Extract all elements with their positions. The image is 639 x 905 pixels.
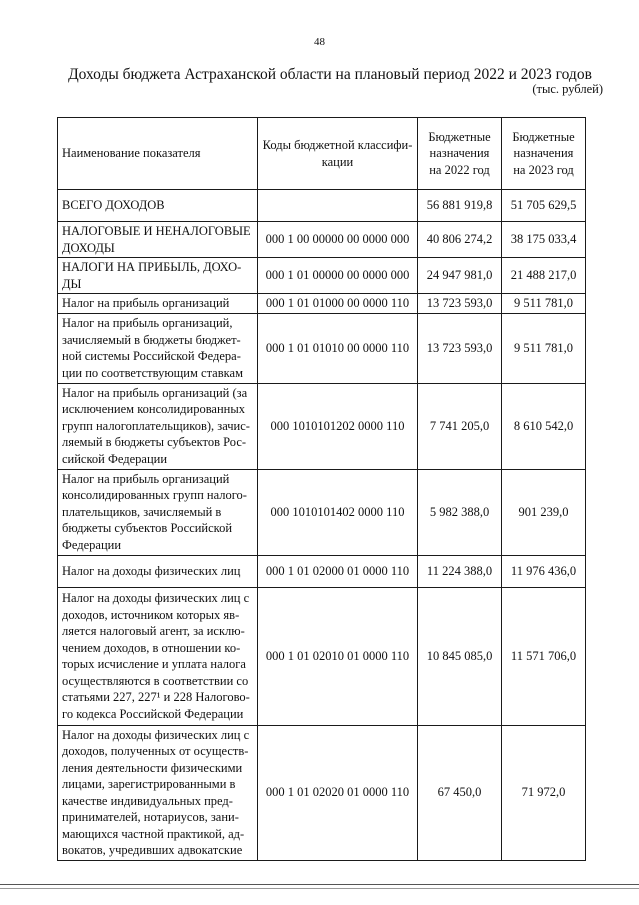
table-row xyxy=(58,725,586,860)
row-value-2023: 51 705 629,5 xyxy=(502,190,586,222)
page-title: Доходы бюджета Астраханской области на плановый период 2022 и 2023 годов xyxy=(68,66,592,83)
row-value-2023: 21 488 217,0 xyxy=(502,258,586,294)
row-value-2023: 11 571 706,0 xyxy=(502,587,586,725)
row-name: ВСЕГО ДОХОДОВ xyxy=(58,190,258,222)
row-value-2023: 901 239,0 xyxy=(502,469,586,555)
scan-edge-line xyxy=(0,888,639,889)
row-value-2023: 38 175 033,4 xyxy=(502,222,586,258)
row-value-2022: 56 881 919,8 xyxy=(418,190,502,222)
table-row xyxy=(58,190,586,222)
row-code: 000 1 01 01010 00 0000 110 xyxy=(258,313,418,383)
row-name: Налог на прибыль организаций, зачисляемый в бюджеты бюджетной системы Российской Федерации по соответствующим ставкам xyxy=(58,313,258,383)
row-code: 000 1 00 00000 00 0000 000 xyxy=(258,222,418,258)
header-name: Наименование показателя xyxy=(58,118,258,190)
table-row xyxy=(58,313,586,383)
row-code: 000 1 01 01000 00 0000 110 xyxy=(258,294,418,314)
row-value-2022: 10 845 085,0 xyxy=(418,587,502,725)
row-name: Налог на доходы физических лиц xyxy=(58,555,258,587)
row-code: 000 1 01 02020 01 0000 110 xyxy=(258,725,418,860)
row-value-2022: 24 947 981,0 xyxy=(418,258,502,294)
row-code: 000 1 01 02000 01 0000 110 xyxy=(258,555,418,587)
row-value-2022: 11 224 388,0 xyxy=(418,555,502,587)
row-name: НАЛОГИ НА ПРИБЫЛЬ, ДОХОДЫ xyxy=(58,258,258,294)
row-value-2022: 40 806 274,2 xyxy=(418,222,502,258)
table-row xyxy=(58,222,586,258)
table-row xyxy=(58,587,586,725)
row-name: Налог на прибыль организаций консолидированных групп налогоплательщиков, зачисляемый в бюджеты субъектов Российской Федерации xyxy=(58,469,258,555)
row-name: НАЛОГОВЫЕ И НЕНАЛОГОВЫЕ ДОХОДЫ xyxy=(58,222,258,258)
row-value-2023: 9 511 781,0 xyxy=(502,313,586,383)
units-note: (тыс. рублей) xyxy=(532,82,603,96)
row-value-2023: 11 976 436,0 xyxy=(502,555,586,587)
row-code: 000 1010101202 0000 110 xyxy=(258,383,418,469)
table-row xyxy=(58,555,586,587)
header-2022: Бюджетные назначения на 2022 год xyxy=(418,118,502,190)
row-name: Налог на доходы физических лиц с доходов, источником которых является налоговый агент, за исключением доходов, в отношении которых исчисление и уплата налога осуществляются в соответствии со статьями 227, 227¹ и 228 Налогового кодекса Российской Федерации xyxy=(58,587,258,725)
table-header-row xyxy=(58,118,586,190)
header-2023: Бюджетные назначения на 2023 год xyxy=(502,118,586,190)
table-row xyxy=(58,383,586,469)
row-name: Налог на прибыль организаций xyxy=(58,294,258,314)
row-value-2023: 9 511 781,0 xyxy=(502,294,586,314)
row-name: Налог на прибыль организаций (за исключением консолидированных групп налогоплательщиков), зачисляемый в бюджеты субъектов Российской Федерации xyxy=(58,383,258,469)
row-value-2022: 67 450,0 xyxy=(418,725,502,860)
row-value-2023: 8 610 542,0 xyxy=(502,383,586,469)
row-value-2022: 13 723 593,0 xyxy=(418,313,502,383)
table-row xyxy=(58,294,586,314)
row-value-2022: 7 741 205,0 xyxy=(418,383,502,469)
row-code: 000 1 01 02010 01 0000 110 xyxy=(258,587,418,725)
row-code: 000 1 01 00000 00 0000 000 xyxy=(258,258,418,294)
scan-edge-line xyxy=(0,884,639,885)
revenue-table xyxy=(57,117,586,861)
table-row xyxy=(58,258,586,294)
row-code xyxy=(258,190,418,222)
row-code: 000 1010101402 0000 110 xyxy=(258,469,418,555)
row-value-2022: 5 982 388,0 xyxy=(418,469,502,555)
row-value-2023: 71 972,0 xyxy=(502,725,586,860)
row-value-2022: 13 723 593,0 xyxy=(418,294,502,314)
header-code: Коды бюджетной классификации xyxy=(258,118,418,190)
row-name: Налог на доходы физических лиц с доходов, полученных от осуществления деятельности физическими лицами, зарегистрированными в качестве индивидуальных предпринимателей, нотариусов, занимающихся частной практикой, адвокатов, учредивших адвокатские xyxy=(58,725,258,860)
page-number: 48 xyxy=(314,36,325,48)
table-row xyxy=(58,469,586,555)
